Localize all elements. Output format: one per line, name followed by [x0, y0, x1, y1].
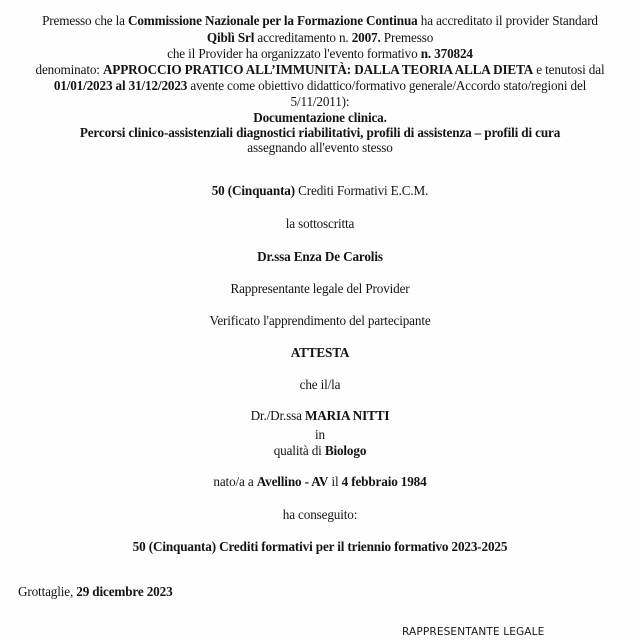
attests-text: ATTESTA — [290, 345, 350, 360]
participant-name-text: MARIA NITTI — [304, 408, 390, 423]
preamble-text: e tenutosi dal — [533, 62, 605, 77]
objective-description — [0, 125, 640, 140]
preamble-line-5 — [0, 78, 640, 93]
verification-text-content: Verificato l'apprendimento del partecipante — [209, 313, 431, 328]
credits-count: 50 (Cinquanta) — [211, 183, 295, 198]
commission-name: Commissione Nazionale per la Formazione Continua — [127, 13, 418, 28]
in-text: in — [315, 427, 325, 442]
credits-assigned — [0, 183, 640, 198]
preamble-text: ha accreditato il provider Standard — [417, 13, 598, 28]
birth-place: Avellino - AV — [256, 474, 329, 489]
qualification — [0, 443, 640, 458]
preamble-text: Premesso che la — [42, 13, 128, 28]
achieved-text: ha conseguito: — [282, 507, 358, 522]
birth-date: 4 febbraio 1984 — [341, 474, 427, 489]
event-number: n. 370824 — [420, 46, 473, 61]
participant-name — [0, 408, 640, 423]
birth-label: nato/a a — [213, 474, 257, 489]
that-label — [0, 377, 640, 392]
signatory-role-text: Rappresentante legale del Provider — [230, 281, 410, 296]
signatory-role — [0, 281, 640, 296]
preamble-line-9 — [0, 140, 640, 155]
birth-label: il — [328, 474, 342, 489]
verification-text — [0, 313, 640, 328]
event-dates: 01/01/2023 al 31/12/2023 — [53, 78, 188, 93]
attests-heading — [0, 345, 640, 360]
preamble-line-4 — [0, 62, 640, 77]
preamble-text: Premesso — [380, 30, 434, 45]
credits-achieved — [0, 539, 640, 554]
objective-title — [0, 110, 640, 125]
participant-title: Dr./Dr.ssa — [250, 408, 305, 423]
event-title: APPROCCIO PRATICO ALL’IMMUNITÀ: DALLA TEORIA ALLA DIETA — [102, 62, 534, 77]
signatory-name-text: Dr.ssa Enza De Carolis — [257, 249, 383, 264]
qualification-label: qualità di — [273, 443, 325, 458]
qualification-value: Biologo — [324, 443, 367, 458]
achieved-label — [0, 507, 640, 522]
agreement-date: 5/11/2011): — [290, 94, 350, 109]
objective-description-text: Percorsi clinico-assistenziali diagnostici riabilitativi, profili di assistenza – profili di cura — [79, 125, 561, 140]
preamble-text: denominato: — [35, 62, 103, 77]
preamble-text: accreditamento n. — [254, 30, 352, 45]
signature-label: RAPPRESENTANTE LEGALE — [402, 626, 545, 638]
undersigned-text: la sottoscritta — [285, 216, 355, 231]
place: Grottaglie, — [18, 584, 77, 599]
preamble-line-3 — [0, 46, 640, 61]
undersigned-label — [0, 216, 640, 231]
credits-achieved-text: 50 (Cinquanta) Crediti formativi per il triennio formativo 2023-2025 — [132, 539, 508, 554]
preamble-text: avente come obiettivo didattico/formativo generale/Accordo stato/regioni del — [187, 78, 587, 93]
credits-label: Crediti Formativi E.C.M. — [295, 183, 429, 198]
that-text: che il/la — [299, 377, 341, 392]
place-date — [18, 584, 173, 599]
preamble-text: assegnando all'evento stesso — [247, 140, 393, 155]
preamble-line-6 — [0, 94, 640, 109]
preamble-line-1 — [0, 13, 640, 28]
birth-details — [0, 474, 640, 489]
preamble-line-2 — [0, 30, 640, 45]
objective-title-text: Documentazione clinica. — [253, 110, 387, 125]
accreditation-number: 2007. — [351, 30, 381, 45]
issue-date: 29 dicembre 2023 — [76, 584, 173, 599]
preamble-text: che il Provider ha organizzato l'evento formativo — [167, 46, 421, 61]
signatory-name — [0, 249, 640, 264]
in-label — [0, 427, 640, 442]
provider-name: Qiblì Srl — [206, 30, 255, 45]
